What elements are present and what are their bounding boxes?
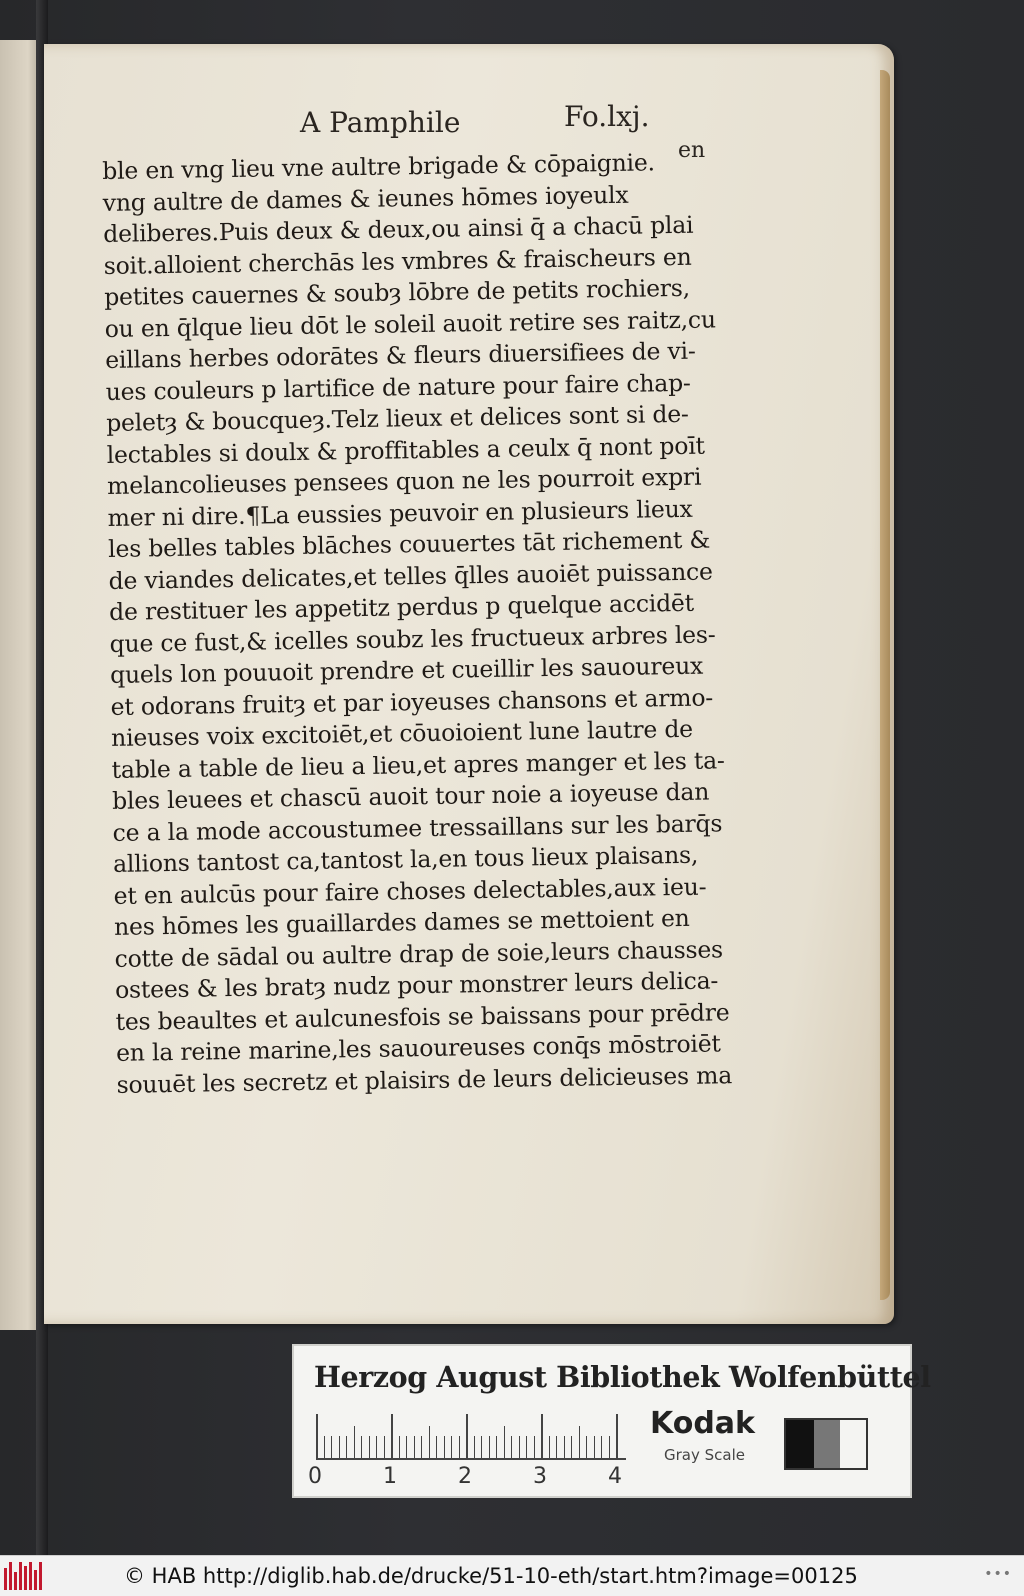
ruler-tick (399, 1436, 400, 1458)
ruler-tick (406, 1436, 407, 1458)
ruler-tick (384, 1436, 385, 1458)
text-line: et odorans fruitȝ et par ioyeuses chansons et armo- (110, 682, 714, 721)
ruler-numbers (308, 1464, 638, 1490)
text-line: les belles tables blāches couuertes tāt richement & (107, 525, 711, 563)
text-line: mer ni dire.¶La eussies peuvoir en plusieurs lieux (107, 494, 693, 532)
ruler-tick (391, 1414, 393, 1458)
ruler-tick (339, 1436, 340, 1458)
text-line: table a table de lieu a lieu,et apres manger et les ta- (111, 745, 725, 784)
text-line: de viandes delicates,et telles q̄lles auoiēt puissance (108, 556, 713, 595)
black-swatch (786, 1420, 814, 1468)
text-line: soit.alloient cherchās les vmbres & fraischeurs en (103, 242, 692, 280)
text-line: quels lon pouuoit prendre et cueillir les sauoureux (109, 651, 704, 689)
ruler-tick (526, 1436, 527, 1458)
running-head (300, 100, 660, 140)
ruler-tick (421, 1436, 422, 1458)
ruler-tick (511, 1436, 512, 1458)
ruler-tick (579, 1426, 580, 1458)
ruler-tick (414, 1436, 415, 1458)
text-line: ce a la mode accoustumee tressaillans sur les barq̄s (112, 808, 723, 847)
ruler-tick (376, 1436, 377, 1458)
white-swatch (840, 1420, 866, 1468)
ruler-number: 1 (383, 1464, 397, 1489)
text-line: tes beaultes et aulcunesfois se baissans pour prēdre (115, 997, 730, 1036)
ruler-tick (504, 1426, 505, 1458)
text-line: deliberes.Puis deux & deux,ou ainsi q̄ a chacū plai (103, 210, 694, 248)
text-line: allions tantost ca,tantost la,en tous lieux plaisans, (112, 840, 699, 878)
text-line: cotte de sādal ou aultre drap de soie,leurs chausses (114, 934, 724, 973)
footer-link[interactable]: © HAB http://diglib.hab.de/drucke/51-10-eth/start.htm?image=00125 (124, 1564, 858, 1588)
page-text (102, 146, 757, 1101)
folio-number: Fo.lxj. (564, 100, 650, 133)
text-line: nieuses voix excitoiēt,et cōuoioient lune lautre de (110, 714, 694, 752)
catchword: en (678, 138, 706, 163)
text-line: eillans herbes odorātes & fleurs diuersifiees de vi- (104, 336, 696, 374)
ruler-tick (534, 1436, 535, 1458)
ruler-tick (369, 1436, 370, 1458)
ruler-tick (361, 1436, 362, 1458)
text-line: ble en vng lieu vne aultre brigade & cōpaignie. (102, 148, 656, 185)
ruler-number: 2 (458, 1464, 472, 1489)
scale-ruler (316, 1412, 626, 1460)
ruler-tick (549, 1436, 550, 1458)
gray-scale-swatches (784, 1418, 868, 1470)
text-line: souuēt les secretz et plaisirs de leurs delicieuses ma (116, 1060, 733, 1099)
gray-swatch (814, 1420, 840, 1468)
ruler-tick (594, 1436, 595, 1458)
text-line: en la reine marine,les sauoureuses conq̄s mōstroiēt (115, 1029, 721, 1067)
gray-scale-caption: Gray Scale (664, 1446, 745, 1464)
text-line: melancolieuses pensees quon ne les pourroit expri (106, 462, 702, 500)
ruler-tick (601, 1436, 602, 1458)
ruler-tick (481, 1436, 482, 1458)
ruler-tick (459, 1436, 460, 1458)
text-line: nes hōmes les guaillardes dames se mettoient en (113, 903, 690, 941)
ruler-tick (541, 1414, 543, 1458)
text-line: bles leuees et chascū auoit tour noie a ioyeuse dan (111, 777, 710, 815)
page-fore-edge (880, 70, 890, 1300)
ruler-tick (586, 1436, 587, 1458)
ruler-tick (564, 1436, 565, 1458)
ruler-tick (444, 1436, 445, 1458)
ruler-tick (489, 1436, 490, 1458)
scan-target-label (292, 1344, 931, 1498)
ruler-tick (466, 1414, 468, 1458)
text-line: lectables si doulx & proffitables a ceulx q̄ nont poīt (106, 431, 705, 469)
library-name: Herzog August Bibliothek Wolfenbüttel (314, 1360, 931, 1394)
ruler-number: 3 (533, 1464, 547, 1489)
text-line: peletȝ & boucqueȝ.Telz lieux et delices sont si de- (105, 399, 689, 437)
kodak-logo-text: Kodak (650, 1406, 755, 1441)
ruler-tick (474, 1436, 475, 1458)
ruler-tick (451, 1436, 452, 1458)
text-line: de restituer les appetitz perdus p quelque accidēt (108, 588, 695, 626)
ruler-tick (354, 1426, 355, 1458)
ruler-tick (616, 1414, 618, 1458)
ruler-tick (556, 1436, 557, 1458)
footer-bar (0, 1555, 1024, 1596)
ruler-number: 4 (608, 1464, 622, 1489)
ruler-tick (316, 1414, 318, 1458)
ruler-tick (571, 1436, 572, 1458)
text-line: ou en q̄lque lieu dōt le soleil auoit retire ses raitz,cu (104, 304, 716, 343)
ruler-tick (436, 1436, 437, 1458)
ruler-tick (496, 1436, 497, 1458)
running-title: A Pamphile (300, 106, 461, 139)
text-line: et en aulcūs pour faire choses delectables,aux ieu- (113, 872, 707, 910)
ruler-tick (346, 1436, 347, 1458)
ruler-tick (609, 1436, 610, 1458)
ruler-number: 0 (308, 1464, 322, 1489)
ruler-tick (331, 1436, 332, 1458)
ruler-tick (429, 1426, 430, 1458)
ruler-tick (519, 1436, 520, 1458)
text-line: petites cauernes & soubȝ lōbre de petits rochiers, (103, 273, 691, 311)
more-options-icon[interactable]: ••• (984, 1566, 1012, 1582)
ruler-tick (324, 1436, 325, 1458)
text-line: vng aultre de dames & ieunes hōmes ioyeulx (102, 180, 629, 217)
text-line: que ce fust,& icelles soubz les fructueux arbres les- (109, 619, 716, 658)
hab-logo-icon (4, 1562, 48, 1590)
text-line: ues couleurs p lartifice de nature pour faire chap- (105, 368, 691, 406)
text-line: ostees & les bratȝ nudz pour monstrer leurs delica- (114, 966, 719, 1004)
